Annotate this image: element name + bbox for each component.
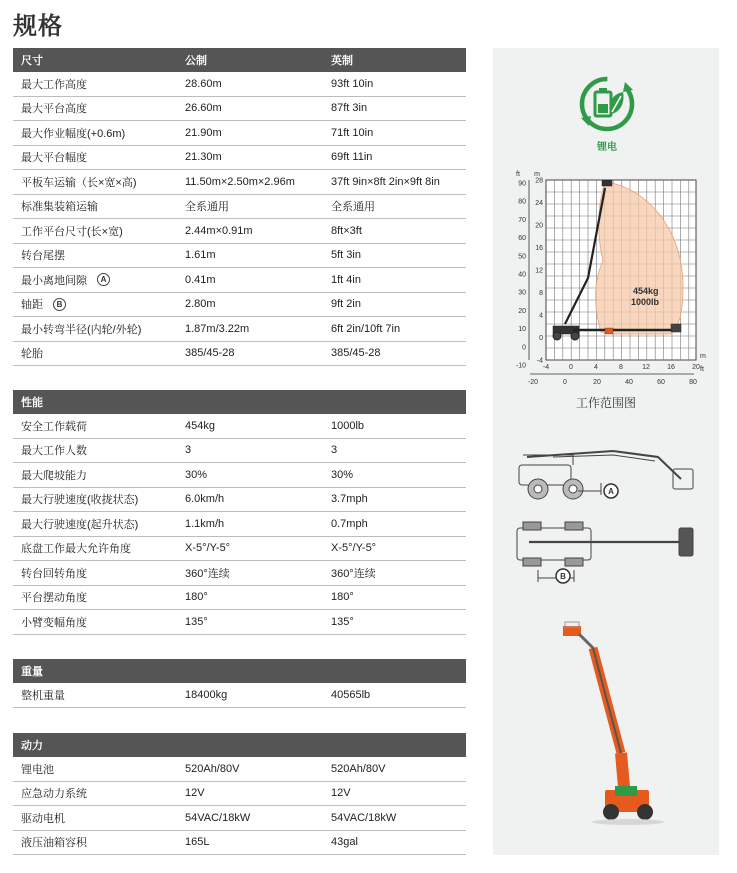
row-label [13,321,183,337]
row-label-text: 锂电池 [21,763,54,776]
row-imperial-value: 1ft 4in [331,273,361,286]
row-metric-value: 165L [185,836,210,849]
x-m-tick-label: 0 [569,364,573,371]
range-caption: 工作范围图 [575,396,636,410]
y-ft-tick-label: 0 [522,344,526,352]
row-imperial-value: 6ft 2in/10ft 7in [331,322,401,335]
row-label-text: 轴距 [21,299,43,312]
row-imperial-value: 0.7mph [331,517,368,530]
table-row [13,72,466,97]
row-label [13,76,183,92]
battery-label: 锂电 [597,142,617,153]
row-metric-value: 1.87m/3.22m [185,322,250,335]
marker-b: B [560,572,566,581]
row-metric-value: 6.0km/h [185,493,225,506]
row-metric-value: 135° [185,615,208,628]
table-row [13,586,466,611]
table-row [13,561,466,586]
y-ft-tick-label: 60 [518,235,526,243]
row-metric-value: 385/45-28 [185,347,235,360]
x-m-tick-label: 16 [667,364,675,371]
table-row [13,537,466,562]
performance-header [13,390,466,414]
row-label [13,149,183,165]
row-imperial-value: 12V [331,787,351,800]
row-imperial-value: 360°连续 [331,567,376,580]
row-label [13,467,183,483]
y-ft-tick-label: 50 [518,253,526,261]
row-metric-value: 11.50m×2.50m×2.96m [185,175,295,188]
row-label [13,125,183,141]
row-label [13,810,183,826]
x-ft-unit: ft [700,366,704,373]
table-row [13,439,466,464]
row-metric-value: 54VAC/18kW [185,811,251,824]
y-m-tick-label: 8 [539,290,543,297]
row-metric-value: 2.80m [185,298,216,311]
row-label-text: 标准集装箱运输 [21,201,98,214]
illustration-panel [493,48,719,855]
x-ft-tick-label: -20 [527,379,539,386]
row-label [13,785,183,801]
row-imperial-value: 37ft 9in×8ft 2in×9ft 8in [331,175,440,188]
load-label-imperial: 1000lb [631,297,660,307]
row-metric-value: 18400kg [185,688,228,701]
table-row [13,512,466,537]
table-row [13,610,466,635]
row-label-text: 应急动力系统 [21,788,87,801]
row-label [13,418,183,434]
x-m-tick-label: 8 [619,364,623,371]
row-imperial-value: 71ft 10in [331,126,374,139]
row-imperial-value: 全系通用 [331,201,375,214]
row-label-text: 整机重量 [21,689,65,702]
page-title: 规格 [13,13,63,40]
y-m-tick-label: 12 [535,267,543,275]
header-imperial: 英制 [331,55,353,67]
y-m-tick-label: 0 [539,335,543,342]
row-label-text: 转台回转角度 [21,567,87,580]
row-metric-value: 1.61m [185,249,216,262]
row-label-text: 工作平台尺寸(长×宽) [21,225,123,238]
table-row [13,463,466,488]
machine-illustration [493,618,719,838]
diagram-marker-icon: A [97,273,110,286]
y-ft-tick-label: 70 [518,216,526,224]
table-row [13,782,466,807]
load-label: 454kg [633,286,659,296]
row-label-text: 平板车运输（长×宽×高) [21,176,137,189]
row-label-text: 最大作业幅度(+0.6m) [21,127,126,140]
power-table [13,733,466,855]
row-label [13,272,183,288]
row-metric-value: 21.30m [185,151,222,164]
table-row [13,342,466,367]
row-label-text: 最大平台幅度 [21,152,87,165]
row-imperial-value: 54VAC/18kW [331,811,397,824]
row-imperial-value: 3.7mph [331,493,368,506]
row-imperial-value: 5ft 3in [331,249,361,262]
table-row [13,121,466,146]
weight-table [13,659,466,708]
row-imperial-value: 69ft 11in [331,151,373,164]
y-ft-tick-label: 30 [518,289,526,297]
row-metric-value: 0.41m [185,273,216,286]
y-ft-tick-label: 20 [518,307,526,315]
table-row [13,146,466,171]
weight-title: 重量 [21,666,43,678]
row-imperial-value: 385/45-28 [331,347,381,360]
row-label [13,442,183,458]
row-label [13,614,183,630]
row-label-text: 最大行驶速度(收拢状态) [21,494,139,507]
row-metric-value: 180° [185,591,208,604]
row-imperial-value: 9ft 2in [331,298,361,311]
row-label-text: 最小转弯半径(内轮/外轮) [21,323,142,336]
row-label-text: 小臂变幅角度 [21,616,87,629]
x-ft-tick-label: 40 [625,379,633,386]
table-row [13,293,466,318]
row-label [13,834,183,850]
row-imperial-value: 43gal [331,836,358,849]
table-row [13,244,466,269]
row-label [13,589,183,605]
row-label-text: 转台尾摆 [21,250,65,263]
x-m-tick-label: -4 [542,364,550,371]
row-metric-value: 1.1km/h [185,517,225,530]
row-metric-value: 360°连续 [185,567,230,580]
y-ft-tick-label: 10 [518,326,526,334]
row-imperial-value: 1000lb [331,419,365,432]
performance-title: 性能 [21,397,43,409]
row-metric-value: 520Ah/80V [185,762,240,775]
y-m-tick-label: -4 [536,357,543,365]
row-label [13,223,183,239]
diagram-marker-icon: B [53,298,66,311]
row-imperial-value: 3 [331,444,338,457]
y-m-tick-label: 4 [539,312,543,320]
row-label [13,516,183,532]
dimensions-header [13,48,466,72]
working-range-chart [493,166,719,396]
row-label-text: 底盘工作最大允许角度 [21,543,131,556]
table-row [13,268,466,293]
row-metric-value: 2.44m×0.91m [185,224,253,237]
row-imperial-value: 180° [331,591,354,604]
top-view-drawing [493,516,719,586]
y-ft-tick-label: 40 [518,271,526,279]
table-row [13,317,466,342]
row-label-text: 驱动电机 [21,812,65,825]
row-label-text: 安全工作载荷 [21,420,87,433]
row-imperial-value: 520Ah/80V [331,762,386,775]
row-metric-value: 3 [185,444,192,457]
table-row [13,170,466,195]
x-ft-tick-label: 0 [563,379,567,386]
weight-header [13,659,466,683]
table-row [13,488,466,513]
power-title: 动力 [21,740,43,752]
row-imperial-value: 40565lb [331,688,371,701]
performance-table [13,390,466,635]
row-metric-value: 12V [185,787,205,800]
y-m-tick-label: 24 [535,200,543,207]
row-label-text: 最大平台高度 [21,103,87,116]
table-row [13,683,466,708]
row-label [13,198,183,214]
dimensions-table [13,48,466,366]
row-label [13,491,183,507]
row-imperial-value: 135° [331,615,354,628]
row-label-text: 轮胎 [21,348,43,361]
y-m-unit: m [534,171,540,178]
y-m-tick-label: 16 [535,245,543,252]
row-metric-value: 26.60m [185,102,222,115]
row-label [13,247,183,263]
row-imperial-value: 8ft×3ft [331,224,362,237]
row-metric-value: 454kg [185,419,215,432]
marker-a: A [608,487,614,496]
x-m-unit: m [700,353,706,360]
x-ft-tick-label: 20 [593,379,601,386]
header-size: 尺寸 [21,55,43,67]
x-ft-tick-label: 80 [689,379,697,386]
row-imperial-value: 87ft 3in [331,102,368,115]
x-ft-tick-label: 60 [657,379,665,386]
row-metric-value: 28.60m [185,77,222,90]
row-metric-value: 30% [185,468,208,481]
header-metric: 公制 [185,55,207,67]
lithium-battery-icon [579,76,635,132]
row-label-text: 最大工作高度 [21,78,87,91]
row-label-text: 最大工作人数 [21,445,87,458]
x-m-tick-label: 12 [642,364,650,371]
row-imperial-value: 93ft 10in [331,77,374,90]
power-header [13,733,466,757]
row-label [13,540,183,556]
row-metric-value: 全系通用 [185,201,229,214]
row-label [13,565,183,581]
row-label-text: 最大行驶速度(起升状态) [21,518,139,531]
row-label-text: 液压油箱容积 [21,837,87,850]
row-label [13,100,183,116]
row-label-text: 最小离地间隙 [21,274,87,287]
row-label [13,687,183,703]
table-row [13,219,466,244]
row-imperial-value: X-5°/Y-5° [331,542,377,555]
row-label [13,761,183,777]
y-ft-unit: ft [516,171,520,178]
y-ft-tick-label: -10 [515,362,526,370]
y-ft-tick-label: 90 [518,180,526,188]
row-label [13,174,183,190]
row-label [13,345,183,361]
row-label [13,296,183,312]
row-label-text: 平台摆动角度 [21,592,87,605]
y-ft-tick-label: 80 [518,198,526,206]
x-m-tick-label: 4 [594,364,598,371]
row-imperial-value: 30% [331,468,354,481]
row-metric-value: X-5°/Y-5° [185,542,231,555]
table-row [13,757,466,782]
table-row [13,97,466,122]
table-row [13,831,466,856]
row-label-text: 最大爬坡能力 [21,469,87,482]
table-row [13,414,466,439]
row-metric-value: 21.90m [185,126,222,139]
x-m-tick-label: 20 [692,364,700,371]
y-m-tick-label: 28 [535,177,543,185]
table-row [13,195,466,220]
side-view-drawing [493,443,719,513]
y-m-tick-label: 20 [535,222,543,230]
table-row [13,806,466,831]
